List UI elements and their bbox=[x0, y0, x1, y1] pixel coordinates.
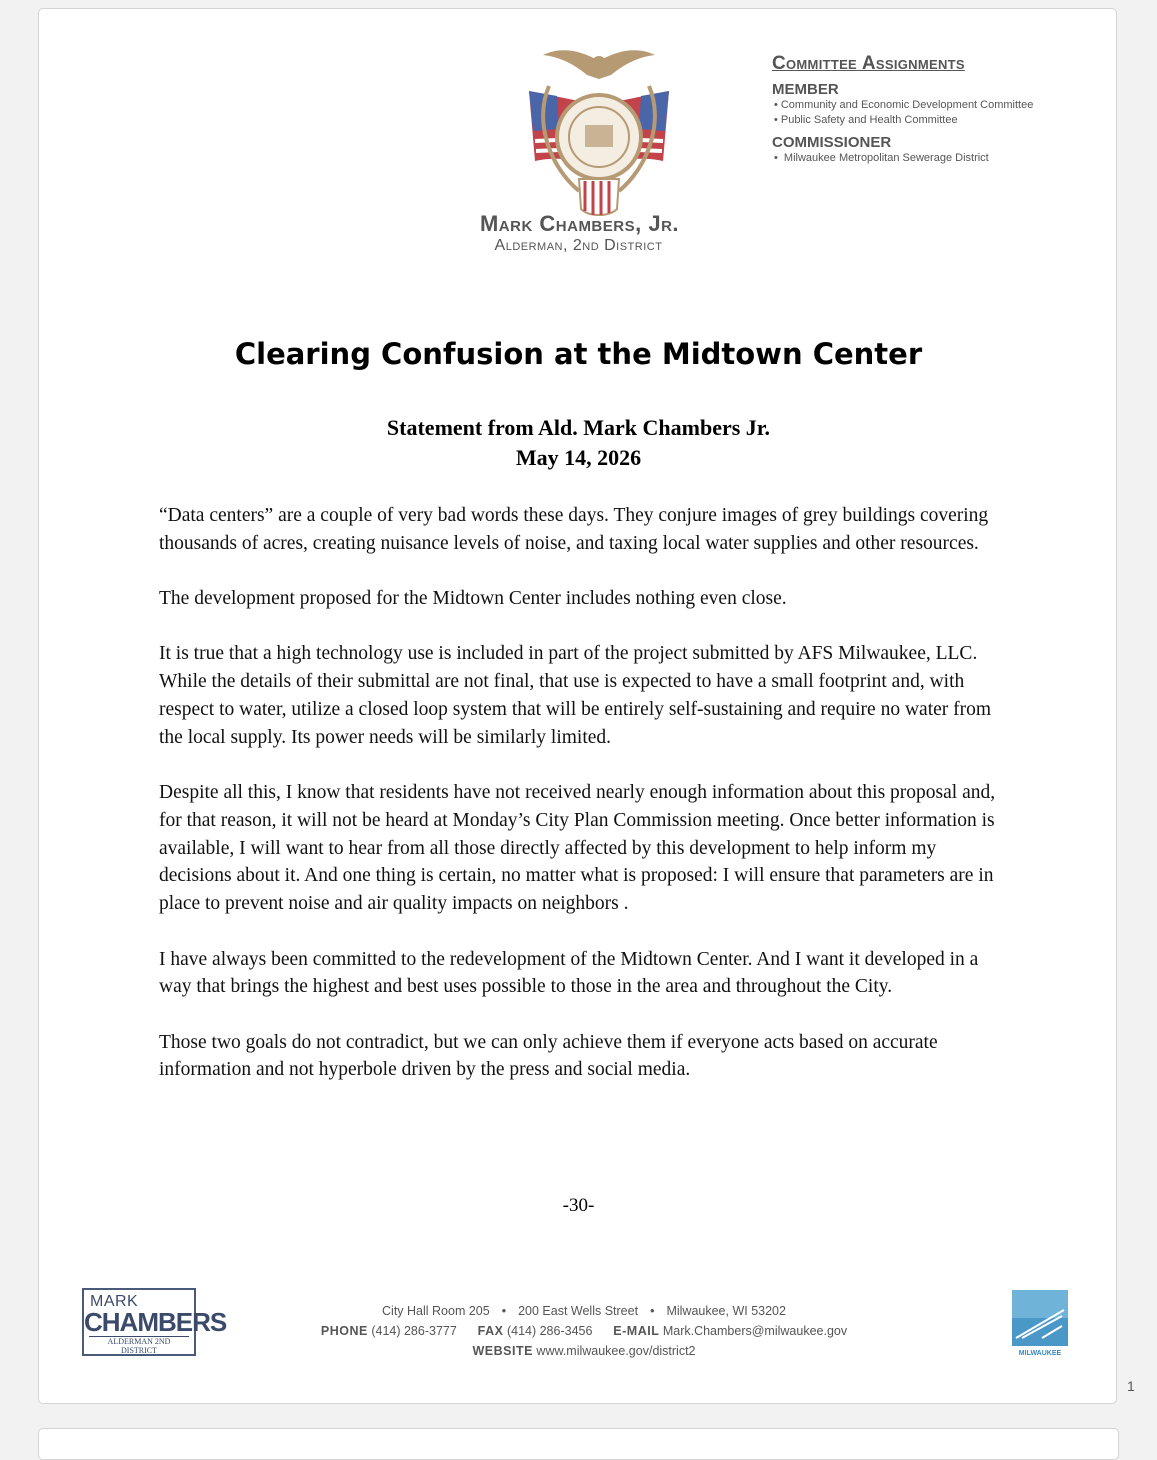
member-label: MEMBER bbox=[772, 81, 839, 98]
committee-heading: Committee Assignments bbox=[772, 53, 965, 74]
milwaukee-logo-text: MILWAUKEE bbox=[1018, 1350, 1062, 1357]
chambers-logo bbox=[82, 1288, 227, 1356]
website-link[interactable]: www.milwaukee.gov/district2 bbox=[536, 1344, 696, 1358]
logo-line1: MARK bbox=[90, 1293, 139, 1310]
letterhead bbox=[39, 211, 1118, 255]
footer-website: WEBSITE www.milwaukee.gov/district2 bbox=[472, 1344, 696, 1358]
body-paragraph: Those two goals do not contradict, but we can only achieve them if everyone acts based on accurate information and not hyperbole driven by the press and social media. bbox=[159, 1031, 938, 1081]
footer-phone-fax-email: PHONE (414) 286-3777 FAX (414) 286-3456 E-MAIL Mark.Chambers@milwaukee.gov bbox=[320, 1324, 848, 1338]
next-page-edge bbox=[38, 1428, 1119, 1460]
commissioner-item: • Milwaukee Metropolitan Sewerage District bbox=[774, 152, 989, 164]
statement-date: May 14, 2026 bbox=[515, 445, 642, 470]
alderman-title: Alderman, 2nd District bbox=[494, 237, 663, 254]
end-mark: -30- bbox=[562, 1195, 595, 1216]
body-paragraph: The development proposed for the Midtown Center includes nothing even close. bbox=[159, 588, 787, 610]
commissioner-label: COMMISSIONER bbox=[772, 134, 892, 151]
logo-line2: CHAMBERS bbox=[84, 1307, 227, 1337]
body-paragraph: “Data centers” are a couple of very bad words these days. They conjure images of grey buildings covering thousands of acres, creating nuisance levels of noise, and taxing local water supplies and other resources. bbox=[159, 505, 989, 554]
page-number: 1 bbox=[1127, 1378, 1135, 1394]
fax-number: (414) 286-3456 bbox=[506, 1324, 593, 1338]
statement-byline: Statement from Ald. Mark Chambers Jr. bbox=[386, 415, 771, 440]
city-seal-emblem bbox=[479, 41, 719, 221]
statement-body bbox=[159, 502, 1009, 1112]
body-paragraph: I have always been committed to the redevelopment of the Midtown Center. And I want it developed in a way that brings the highest and best uses possible to those in the area and throughout the City. bbox=[159, 948, 979, 998]
body-paragraph: It is true that a high technology use is included in part of the project submitted by AFS Milwaukee, LLC. While the details of their submittal are not final, that use is expected to have a small footprint and, with respect to water, utilize a closed loop system that will be entirely self-sustaining and require no water from the local supply. Its power needs will be similarly limited. bbox=[159, 643, 992, 748]
body-paragraph: Despite all this, I know that residents have not received nearly enough information about this proposal and, for that reason, it will not be heard at Monday’s City Plan Commission meeting. Once better information is available, I will want to hear from all those directly affected by this development to help inform my decisions about it. And one thing is certain, no matter what is proposed: I will ensure that parameters are in place to prevent noise and air quality impacts on neighbors . bbox=[159, 782, 996, 915]
logo-line3: ALDERMAN 2ND DISTRICT bbox=[89, 1336, 189, 1355]
committee-assignments bbox=[772, 53, 1092, 166]
footer-address: City Hall Room 205 • 200 East Wells Street • Milwaukee, WI 53202 bbox=[382, 1304, 786, 1318]
member-item: • Public Safety and Health Committee bbox=[774, 114, 958, 126]
email-link[interactable]: Mark.Chambers@milwaukee.gov bbox=[662, 1324, 848, 1338]
footer-contact bbox=[259, 1301, 909, 1361]
phone-number: (414) 286-3777 bbox=[371, 1324, 457, 1338]
member-item: • Community and Economic Development Committee bbox=[774, 99, 1034, 111]
document-title: Clearing Confusion at the Midtown Center bbox=[234, 337, 923, 371]
milwaukee-logo bbox=[1012, 1290, 1068, 1358]
document-page bbox=[38, 8, 1117, 1404]
alderman-name: Mark Chambers, Jr. bbox=[479, 211, 680, 236]
statement-header bbox=[39, 413, 1118, 473]
